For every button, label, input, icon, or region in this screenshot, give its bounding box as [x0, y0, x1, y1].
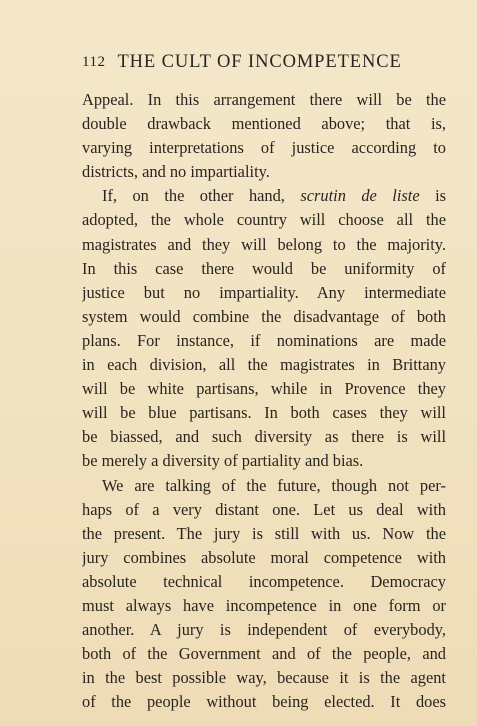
text-line: another. A jury is independent of everybody,: [82, 620, 446, 640]
text-line: adopted, the whole country will choose all the: [82, 210, 446, 230]
text-line: will be blue partisans. In both cases they will: [82, 403, 446, 423]
running-head: [82, 52, 448, 76]
text-line: We are talking of the future, though not per-: [102, 475, 446, 495]
text-line: in each division, all the magistrates in Brittany: [82, 355, 446, 375]
text-line: system would combine the disadvantage of both: [82, 306, 446, 326]
text-line: the present. The jury is still with us. Now the: [82, 523, 446, 543]
text-line: magistrates and they will belong to the majority.: [82, 234, 446, 254]
text-line: haps of a very distant one. Let us deal with: [82, 499, 446, 519]
text-line: double drawback mentioned above; that is,: [82, 114, 446, 134]
text-line: plans. For instance, if nominations are made: [82, 330, 446, 350]
page-number: 112: [82, 54, 106, 70]
text-segment: is: [419, 186, 446, 206]
text-line: [82, 184, 446, 208]
text-line: both of the Government and of the people, and: [82, 644, 446, 664]
body-text: [82, 88, 446, 714]
text-line: absolute technical incompetence. Democracy: [82, 571, 446, 591]
text-line: jury combines absolute moral competence with: [82, 547, 446, 567]
text-line: be merely a diversity of partiality and bias.: [82, 451, 364, 471]
text-line: justice but no impartiality. Any intermediate: [82, 282, 446, 302]
text-segment: If, on the other hand,: [102, 186, 301, 206]
text-line: of the people without being elected. It does: [82, 692, 446, 712]
italic-phrase: scrutin de liste: [300, 186, 420, 206]
text-line: will be white partisans, while in Provence they: [82, 379, 446, 399]
text-line: In this case there would be uniformity of: [82, 258, 446, 278]
text-line: Appeal. In this arrangement there will be the: [82, 90, 446, 109]
text-line: districts, and no impartiality.: [82, 162, 270, 182]
running-head-title: THE CULT OF INCOMPETENCE: [117, 52, 402, 72]
text-line: must always have incompetence in one form or: [82, 595, 446, 615]
text-line: in the best possible way, because it is the agent: [82, 668, 446, 688]
text-line: be biassed, and such diversity as there is will: [82, 427, 446, 447]
text-line: varying interpretations of justice according to: [82, 138, 446, 158]
